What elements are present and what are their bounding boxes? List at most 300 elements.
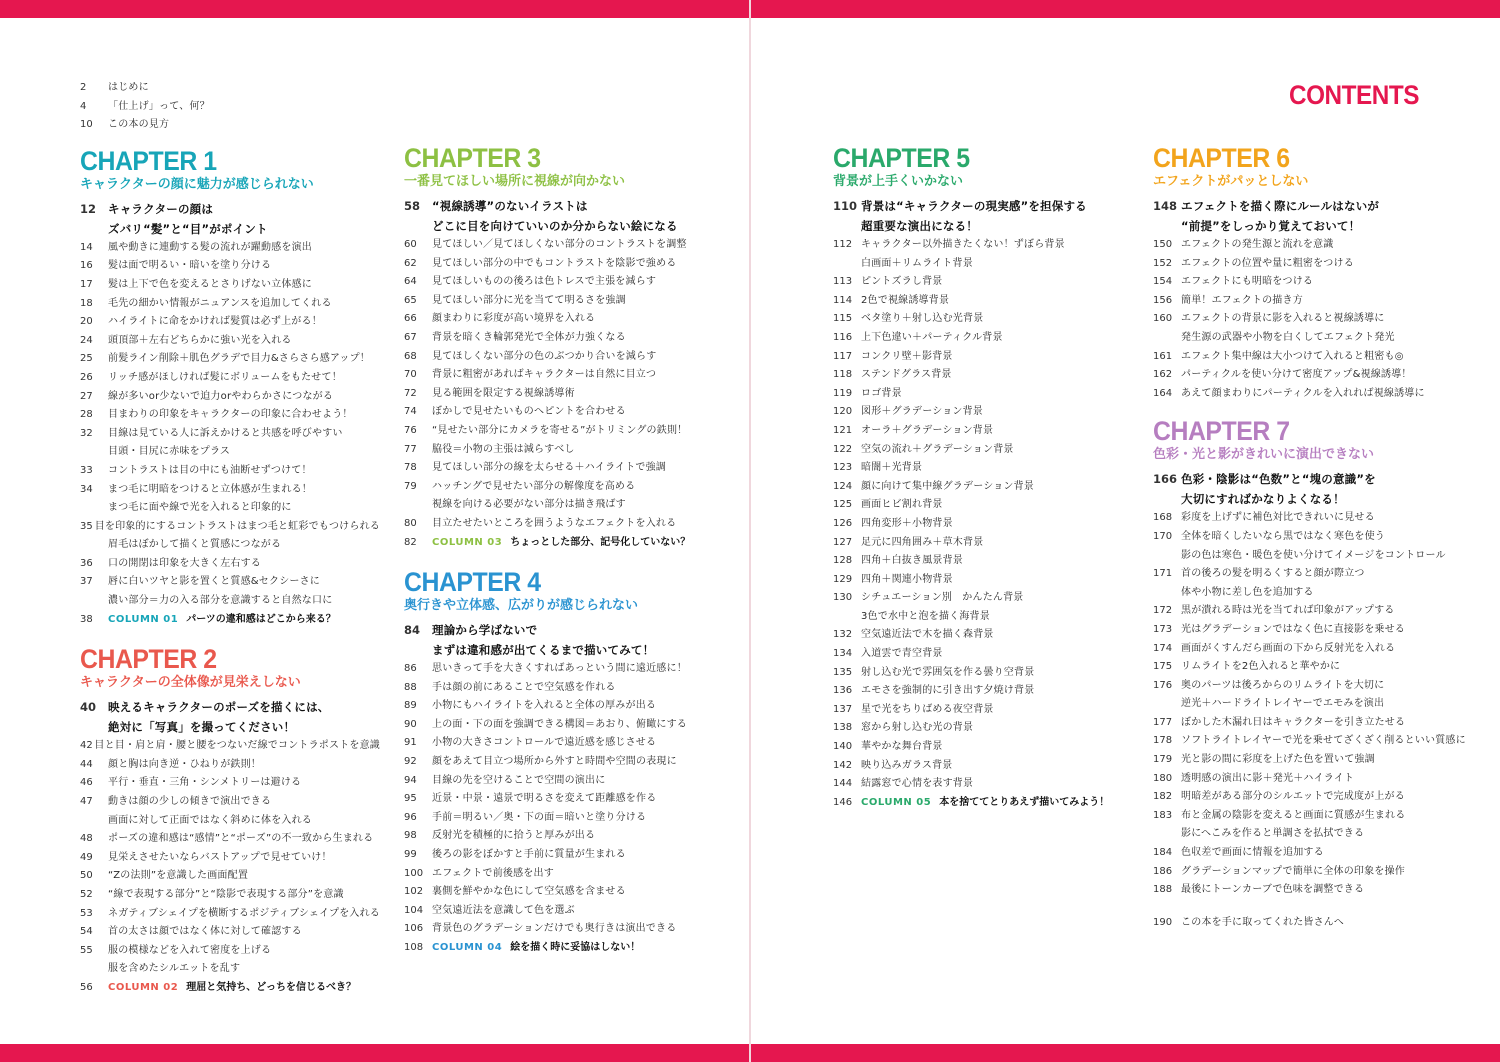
entry-title: 小物の大きさコントロールで遠近感を感じさせる [432,737,657,749]
entry-title: 目線の先を空けることで空間の演出に [432,774,606,786]
chapter-section [404,144,704,552]
toc-entry [80,756,380,775]
chapter-section [404,568,704,958]
entry-title: 顔まわりに彩度が高い境界を入れる [432,313,596,325]
page-number: 53 [80,907,93,919]
entry-title: 華やかな舞台背景 [861,741,943,753]
page-number: 4 [80,100,87,112]
page-number: 179 [1153,754,1173,766]
page-number: 56 [80,981,93,993]
page-number [833,608,861,627]
toc-entry [404,329,704,348]
toc-entry [80,406,380,425]
entry-title: 手前＝明るい／奥・下の面＝暗いと塗り分ける [432,811,647,823]
entry-title: 映えるキャラクターのポーズを描くには、 [108,700,330,715]
column-title: 本を捨ててとりあえず描いてみよう！ [939,796,1110,808]
entry-title: “前提”をしっかり覚えておいて！ [1181,219,1361,233]
chapter-section [80,645,380,997]
toc-entry [404,255,704,274]
page-number: 70 [404,369,417,381]
entry-title: 目線は見ている人に訴えかけると共感を呼びやすい [108,427,343,439]
column-label: COLUMN 01 [108,613,179,625]
toc-entry [833,552,1133,571]
toc-entry [80,313,380,332]
column-right-1 [833,144,1133,812]
entry-title: 平行・垂直・三角・シンメトリーは避ける [108,777,302,789]
entry-title: 逆光＋ハードライトレイヤーでエモみを演出 [1181,698,1385,710]
page-number: 135 [833,666,853,678]
chapter-subtitle: 色彩・光と影がきれいに演出できない [1153,447,1375,463]
page-number: 54 [80,926,93,938]
page-number: 177 [1153,716,1173,728]
column-title: パーツの違和感はどこから来る？ [186,613,336,625]
entry-title: 体や小物に差し色を追加する [1181,586,1314,598]
page-number: 137 [833,703,853,715]
page-number: 176 [1153,679,1173,691]
toc-entry [404,422,704,441]
page-number: 52 [80,889,93,900]
page-number: 114 [833,294,853,306]
entry-title: 図形＋グラデーション背景 [861,406,983,418]
entry-title: この本の見方 [108,119,170,131]
toc-entry [80,481,380,500]
entry-title: ズバリ“髪”と“目”がポイント [108,221,268,236]
entry-title: 影の色は寒色・暖色を使い分けてイメージをコントロール [1181,549,1446,561]
page-number: 178 [1153,735,1173,747]
toc-entry [1153,751,1473,770]
page-number: 82 [404,536,417,548]
entry-title: パーティクルを使い分けて密度アップ&視線誘導！ [1181,369,1412,381]
toc-entry [1153,881,1473,900]
page-number: 10 [80,119,93,131]
page-number: 14 [80,241,93,253]
entry-title: あえて顔まわりにパーティクルを入れれば視線誘導に [1181,387,1425,399]
toc-entry [1153,385,1473,404]
page-number: 36 [80,557,93,569]
entry-title: 見てほしくない部分の色のぶつかり合いを減らす [432,350,657,362]
entry-title: まずは違和感が出てくるまで描いてみて！ [432,643,655,658]
page-number: 136 [833,685,853,697]
page-number: 117 [833,350,853,362]
page-number: 28 [80,409,93,421]
page-number [80,221,108,237]
toc-entry [833,385,1133,404]
entry-title: 手は顔の前にあることで空気感を作れる [432,681,616,693]
page-number [1153,329,1181,348]
toc-entry [80,425,380,444]
entry-title: 画面ヒビ割れ背景 [861,499,943,511]
toc-entry [404,273,704,292]
page-number: 183 [1153,809,1173,821]
page-number: 38 [80,613,93,625]
entry-title: グラデーションマップで簡単に全体の印象を操作 [1181,865,1405,877]
page-number [80,812,108,831]
entry-title: 全体を暗くしたいなら黒ではなく寒色を使う [1181,530,1385,542]
page-number: 77 [404,443,417,455]
toc-entry [404,403,704,422]
page-number: 182 [1153,791,1173,803]
toc-entry [80,388,380,407]
page-number: 144 [833,778,853,790]
toc-entry [833,701,1133,720]
page-number [1153,491,1181,507]
page-number: 72 [404,387,417,399]
page-number: 88 [404,681,417,693]
intro-list [80,79,380,135]
chapter-section [833,144,1133,812]
entry-title: “見せたい部分にカメラを寄せる”がトリミングの鉄則！ [432,424,688,436]
entry-title: ハッチングで見せたい部分の解像度を高める [432,480,636,492]
entry-title: “線で表現する部分”と“陰影で表現する部分”を意識 [108,889,344,900]
toc-entry [404,216,704,236]
entry-title: 目立たせたいところを囲うようなエフェクトを入れる [432,517,677,529]
page-number: 76 [404,424,417,436]
entry-title: 背景を暗くき輪郭発光で全体が力強くなる [432,331,626,343]
toc-entry [1153,310,1473,329]
entry-title: エフェクトを描く際にルールはないが [1181,199,1380,213]
toc-entry [833,682,1133,701]
entry-title: 上下色違い＋パーティクル背景 [861,331,1003,343]
entry-title: 口の開閉は印象を大きく左右する [108,557,261,569]
toc-entry [80,611,380,630]
toc-entry [404,385,704,404]
toc-entry [404,459,704,478]
page-number: 47 [80,796,93,808]
page-number: 12 [80,201,97,216]
toc-entry [1153,788,1473,807]
entry-title: エフェクトの位置や量に粗密をつける [1181,257,1354,269]
entry-title: 光と影の間に彩度を上げた色を置いて強調 [1181,754,1375,766]
page-number: 110 [833,199,858,213]
toc-entry [833,534,1133,553]
toc-entry [1153,547,1473,566]
entry-title: 光はグラデーションではなく色に直接影を乗せる [1181,623,1405,635]
toc-entry [1153,658,1473,677]
chapter-subtitle: 背景が上手くいかない [833,174,964,189]
page-number: 128 [833,555,853,567]
entry-title: 毛先の細かい情報がニュアンスを追加してくれる [108,297,332,309]
entry-title: ステンドグラス背景 [861,369,952,381]
page-number [1153,695,1181,714]
entry-title: ロゴ背景 [861,387,902,399]
toc-entry [1153,196,1473,216]
page-number: 164 [1153,387,1173,399]
toc-entry [404,236,704,255]
toc-entry [404,753,704,772]
toc-entry [833,794,1133,813]
entry-title: ハイライトに命をかければ髪質は必ず上がる！ [108,316,322,328]
page-number: 2 [80,82,87,93]
chapter-title: CHAPTER 3 [404,143,541,173]
column-left-2 [404,144,704,958]
page-number: 162 [1153,369,1173,381]
entry-title: 絶対に「写真」を撮ってください！ [108,720,296,735]
page-number: 62 [404,257,417,269]
toc-entry [80,886,380,905]
entry-title: エフェクトにも明暗をつける [1181,276,1314,288]
intro-entry [80,98,380,117]
intro-entry [80,116,380,135]
toc-entry [1153,584,1473,603]
toc-entry [80,923,380,942]
toc-entry [404,697,704,716]
toc-entry [1153,348,1473,367]
entry-title: 顔に向けて集中線グラデーション背景 [861,480,1034,492]
entry-title: キャラクターの顔は [108,201,214,216]
entry-title: 見てほしい部分の中でもコントラストを陰影で強める [432,257,677,269]
page-number: 99 [404,849,417,861]
toc-entry [80,793,380,812]
toc-entry [80,905,380,924]
entry-title: 反射光を積極的に拾うと厚みが出る [432,830,596,842]
page-number: 116 [833,331,853,343]
entry-title: ピントズラし背景 [861,276,943,288]
page-number: 148 [1153,199,1178,213]
page-number [404,642,432,658]
entry-title: 目を印象的にするコントラストはまつ毛と虹彩でもつけられる [94,520,380,532]
page-number: 168 [1153,512,1173,524]
entry-title: 2色で視線誘導背景 [861,294,950,306]
column-label: COLUMN 04 [432,942,503,953]
entry-title: 影にへこみを作ると単調さを払拭できる [1181,828,1365,840]
toc-entry [833,645,1133,664]
page-number: 126 [833,517,853,529]
page-number: 115 [833,313,853,325]
page-number: 27 [80,390,93,402]
page-number: 33 [80,464,93,476]
toc-entry [404,827,704,846]
entry-title: 見てほしい部分に光を当てて明るさを強調 [432,294,626,306]
toc-entry [404,734,704,753]
entry-title: 唇に白いツヤと影を置くと質感&セクシーさに [108,576,320,588]
page-number: 140 [833,741,853,753]
page-number [80,499,108,518]
page-spine [749,0,751,1062]
page-number: 122 [833,443,853,455]
column-label: COLUMN 02 [108,981,179,993]
page-number [833,218,861,234]
page-number: 150 [1153,239,1173,250]
toc-entry [833,496,1133,515]
page-number: 104 [404,904,424,916]
toc-entry [80,295,380,314]
entry-title: 見てほしいものの後ろは色トレスで主張を減らす [432,276,657,288]
toc-entry [80,573,380,592]
toc-entry [833,196,1133,216]
toc-entry [80,518,380,537]
page-number [833,255,861,274]
toc-entry [404,920,704,939]
toc-entry [1153,695,1473,714]
entry-title: 背景に粗密があればキャラクターは自然に目立つ [432,369,657,381]
toc-entry [404,679,704,698]
entry-title: 四角＋白抜き風景背景 [861,555,963,567]
page-number: 102 [404,886,424,898]
page-number: 17 [80,278,93,290]
entry-title: 足元に四角囲み＋草木背景 [861,536,984,548]
entry-title: 背景は“キャラクターの現実感”を担保する [861,199,1087,213]
page-number: 142 [833,759,853,771]
entry-title: 奥のパーツは後ろからのリムライトを大切に [1181,679,1385,691]
page-number: 92 [404,756,417,768]
entry-title: 服を含めたシルエットを乱す [108,963,241,975]
toc-entry [80,555,380,574]
toc-entry [833,738,1133,757]
page-number: 113 [833,276,853,288]
page-number: 118 [833,369,853,381]
toc-entry [80,219,380,239]
entry-title: 脇役＝小物の主張は減らすべし [432,443,575,455]
toc-entry [80,199,380,219]
page-number: 32 [80,427,93,439]
entry-title: 暗闇＋光背景 [861,462,923,474]
entry-title: リッチ感がほしければ髪にボリュームをもたせて！ [108,371,342,383]
page-number: 94 [404,774,417,786]
toc-entry [80,717,380,737]
page-number: 44 [80,758,93,770]
entry-title: 四角変形＋小物背景 [861,517,953,529]
toc-entry [80,697,380,717]
toc-entry [404,196,704,216]
page-number: 112 [833,239,853,250]
entry-title: エフェクトで前後感を出す [432,867,554,879]
page-number: 173 [1153,623,1173,635]
column-title: 理屈と気持ち、どっちを信じるべき？ [186,981,357,993]
entry-title: エフェクトの背景に影を入れると視線誘導に [1181,313,1385,325]
chapter-subtitle: キャラクターの全体像が見栄えしない [80,675,301,691]
entry-title: 射し込む光で雰囲気を作る曇り空背景 [861,666,1035,678]
entry-title: 後ろの影をぼかすと手前に質量が生まれる [432,849,626,861]
entry-title: 四角＋関連小物背景 [861,573,953,585]
toc-entry [833,403,1133,422]
toc-entry [80,592,380,611]
toc-entry [404,883,704,902]
entry-title: エモさを強制的に引き出す夕焼け背景 [861,685,1035,697]
entry-title: 空気遠近法を意識して色を選ぶ [432,904,575,916]
entry-title: どこに目を向けていいのか分からない絵になる [432,219,678,233]
entry-title: 大切にすればかなりよくなる！ [1181,492,1345,507]
entry-title: 発生源の武器や小物を白くしてエフェクト発光 [1181,331,1395,343]
entry-title: 明暗差がある部分のシルエットで完成度が上がる [1181,791,1405,803]
page-number: 190 [1153,916,1173,928]
toc-entry [80,942,380,961]
entry-title: まつ毛に明暗をつけると立体感が生まれる！ [108,483,312,495]
toc-entry [80,350,380,369]
column-right-2 [1153,144,1473,932]
entry-title: 窓から射し込む光の背景 [861,722,974,734]
toc-entry [1153,509,1473,528]
page-number: 156 [1153,294,1173,306]
page-number: 35 [80,520,93,532]
page-number: 138 [833,722,853,734]
page-number: 130 [833,592,853,604]
entry-title: 上の面・下の面を強調できる構図＝あおり、俯瞰にする [432,718,687,730]
page-number: 65 [404,294,417,306]
page-number [404,218,432,234]
toc-entry [1153,770,1473,789]
page-number: 37 [80,576,93,588]
toc-entry [833,366,1133,385]
toc-entry [404,640,704,660]
entry-title: 画面がくすんだら画面の下から反射光を入れる [1181,642,1396,654]
chapter-section [1153,417,1473,899]
entry-title: 色収差で画面に情報を追加する [1181,847,1324,859]
page-number: 119 [833,387,853,399]
page-number [404,496,432,515]
toc-entry [833,216,1133,236]
entry-title: “視線誘導”のないイラストは [432,199,588,213]
toc-entry [1153,732,1473,751]
page-number: 127 [833,536,853,548]
toc-entry [404,939,704,958]
entry-title: 風や動きに連動する髪の流れが躍動感を演出 [108,241,312,253]
page-number: 49 [80,851,93,863]
toc-entry [80,979,380,998]
page-number: 172 [1153,605,1173,617]
entry-title: 思いきって手を大きくすればあっという間に遠近感に！ [432,663,687,675]
toc-entry [404,515,704,534]
toc-entry [404,809,704,828]
entry-title: 簡単！エフェクトの描き方 [1181,294,1303,306]
toc-entry [80,462,380,481]
toc-entry [80,960,380,979]
page-number: 100 [404,867,424,879]
entry-title: オーラ＋グラデーション背景 [861,424,994,436]
page-number: 26 [80,371,93,383]
entry-title: 星で光をちりばめる夜空背景 [861,703,994,715]
contents-title: CONTENTS [1289,80,1420,110]
entry-title: 布と金属の陰影を変えると画面に質感が生まれる [1181,809,1406,821]
entry-title: 顔と胸は向き逆・ひねりが鉄則！ [108,758,261,770]
toc-entry [833,608,1133,627]
chapter-title: CHAPTER 2 [80,644,217,675]
page-number: 25 [80,353,93,365]
chapter-title: CHAPTER 6 [1153,143,1290,173]
toc-entry [833,478,1133,497]
chapter-section [1153,144,1473,403]
toc-entry [1153,255,1473,274]
page-number: 34 [80,483,93,495]
toc-entry [833,589,1133,608]
page-number: 161 [1153,350,1173,362]
page-number: 180 [1153,772,1173,784]
page-number: 152 [1153,257,1173,269]
page-number: 98 [404,830,417,842]
entry-title: 入道雲で青空背景 [861,648,943,660]
entry-title: “Zの法則”を意識した画面配置 [108,870,249,882]
entry-title: 空気の流れ＋グラデーション背景 [861,443,1014,455]
entry-title: 黒が潰れる時は光を当てれば印象がアップする [1181,605,1395,617]
entry-title: ぼかした木漏れ日はキャラクターを引き立たせる [1181,716,1406,728]
page-number [80,443,108,462]
column-left-1 [80,79,380,998]
page-number: 42 [80,740,93,752]
entry-title: 動きは顔の少しの傾きで演出できる [108,796,272,808]
page-number: 96 [404,811,417,823]
page-number: 40 [80,700,97,715]
toc-entry [404,865,704,884]
entry-title: ポーズの違和感は“感情”と“ポーズ”の不一致から生まれる [108,833,374,845]
page-number [1153,547,1181,566]
entry-title: 線が多いor少ないで迫力orやわらかさにつながる [108,390,334,402]
toc-entry [80,332,380,351]
entry-title: 目頭・目尻に赤味をプラス [108,446,231,458]
entry-title: 眉毛はぼかして描くと質感につながる [108,539,282,551]
toc-entry [1153,621,1473,640]
entry-title: コントラストは目の中にも油断せずつけて！ [108,464,312,476]
chapter-subtitle: エフェクトがパッとしない [1153,174,1309,189]
page-number: 184 [1153,847,1173,859]
